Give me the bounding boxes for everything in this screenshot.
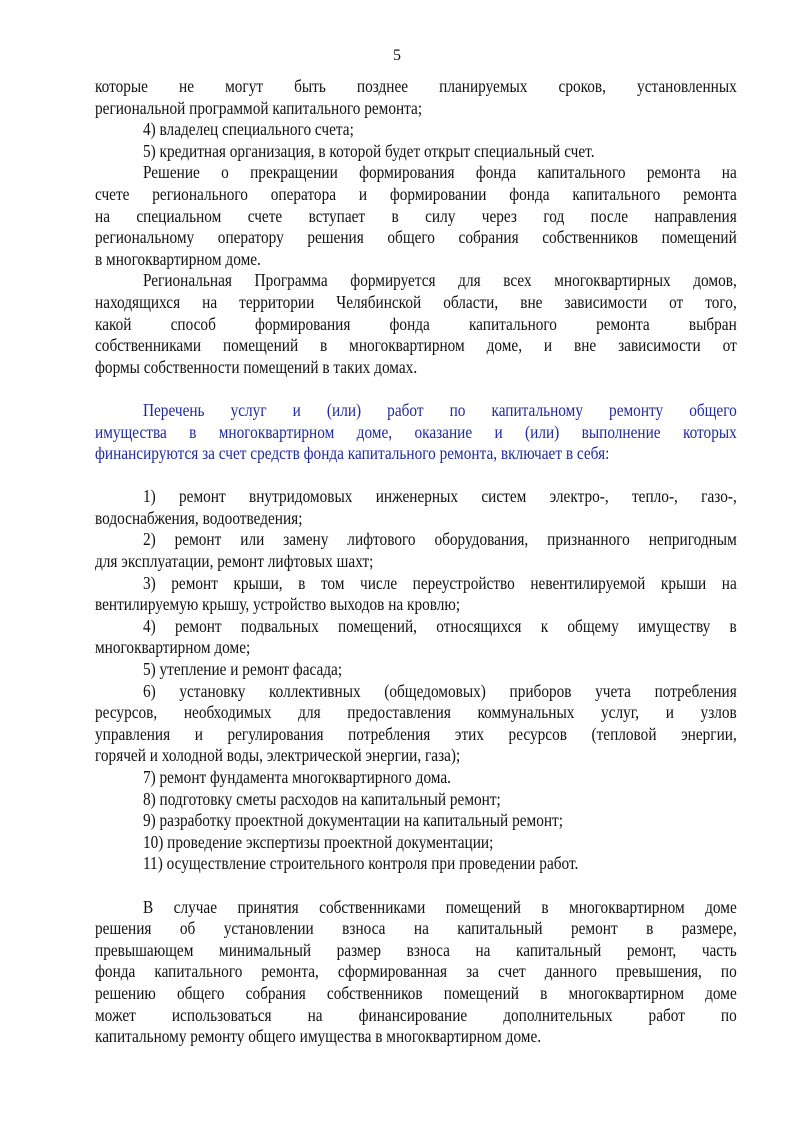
paragraph bbox=[95, 162, 737, 270]
text-line: 2) ремонт или замену лифтового оборудования, признанного непригодным bbox=[142, 529, 737, 550]
text-line: которые не могут быть позднее планируемых сроков, установленных bbox=[95, 76, 737, 96]
text-line: на специальном счете вступает в силу через год после направления bbox=[95, 205, 737, 226]
document-body bbox=[95, 76, 737, 1048]
list-item bbox=[95, 486, 737, 529]
text-line: имущества в многоквартирном доме, оказание и (или) выполнение которых bbox=[95, 421, 737, 442]
list-item bbox=[95, 659, 737, 681]
text-line: В случае принятия собственниками помещений в многоквартирном доме bbox=[142, 896, 737, 917]
text-line: может использоваться на финансирование дополнительных работ по bbox=[95, 1004, 737, 1025]
paragraph bbox=[95, 270, 737, 378]
paragraph-spacer bbox=[95, 465, 737, 487]
highlighted-paragraph bbox=[95, 400, 737, 465]
text-line: 1) ремонт внутридомовых инженерных систем электро-, тепло-, газо-, bbox=[142, 486, 737, 507]
text-line: 7) ремонт фундамента многоквартирного дома. bbox=[142, 767, 452, 787]
text-line: решению общего собрания собственников помещений в многоквартирном доме bbox=[95, 982, 737, 1003]
text-line: счете регионального оператора и формировании фонда капитального ремонта bbox=[95, 183, 737, 204]
text-line: региональной программой капитального ремонта; bbox=[95, 97, 423, 118]
text-line: управления и регулирования потребления этих ресурсов (тепловой энергии, bbox=[95, 723, 737, 744]
text-line: 9) разработку проектной документации на капитальный ремонт; bbox=[142, 810, 563, 831]
paragraph-spacer bbox=[95, 875, 737, 897]
text-line: 6) установку коллективных (общедомовых) приборов учета потребления bbox=[142, 680, 737, 701]
paragraph bbox=[95, 141, 737, 163]
text-line: многоквартирном доме; bbox=[95, 637, 251, 658]
text-line: 5) кредитная организация, в которой будет открыт специальный счет. bbox=[142, 140, 595, 161]
text-line: Региональная Программа формируется для всех многоквартирных домов, bbox=[142, 270, 737, 291]
text-line: фонда капитального ремонта, сформированная за счет данного превышения, по bbox=[95, 961, 737, 982]
paragraph bbox=[95, 897, 737, 1048]
list-item bbox=[95, 832, 737, 854]
text-line: финансируются за счет средств фонда капитального ремонта, включает в себя: bbox=[95, 443, 610, 464]
text-line: для эксплуатации, ремонт лифтовых шахт; bbox=[95, 551, 374, 572]
text-line: Решение о прекращении формирования фонда капитального ремонта на bbox=[142, 162, 737, 183]
text-line: капитальному ремонту общего имущества в многоквартирном доме. bbox=[95, 1026, 542, 1047]
text-line: 4) владелец специального счета; bbox=[142, 119, 354, 140]
text-line: в многоквартирном доме. bbox=[95, 248, 261, 269]
list-item bbox=[95, 789, 737, 811]
list-item bbox=[95, 529, 737, 572]
text-line: превышающем минимальный размер взноса на капитальный ремонт, часть bbox=[95, 939, 737, 960]
paragraph bbox=[95, 119, 737, 141]
list-item bbox=[95, 810, 737, 832]
text-line: 4) ремонт подвальных помещений, относящихся к общему имуществу в bbox=[142, 615, 737, 636]
list-item bbox=[95, 681, 737, 767]
list-item bbox=[95, 767, 737, 789]
paragraph-spacer bbox=[95, 378, 737, 400]
text-line: ресурсов, необходимых для предоставления коммунальных услуг, и узлов bbox=[95, 702, 737, 723]
text-line: горячей и холодной воды, электрической энергии, газа); bbox=[95, 745, 461, 766]
text-line: водоснабжения, водоотведения; bbox=[95, 507, 303, 528]
text-line: находящихся на территории Челябинской области, вне зависимости от того, bbox=[95, 291, 737, 312]
page-number: 5 bbox=[393, 47, 401, 64]
paragraph bbox=[95, 76, 737, 119]
list-item bbox=[95, 853, 737, 875]
text-line: собственниками помещений в многоквартирном доме, и вне зависимости от bbox=[95, 335, 737, 356]
text-line: 11) осуществление строительного контроля при проведении работ. bbox=[142, 853, 579, 874]
text-line: формы собственности помещений в таких домах. bbox=[95, 356, 418, 377]
list-item bbox=[95, 616, 737, 659]
text-line: вентилируемую крышу, устройство выходов на кровлю; bbox=[95, 594, 461, 615]
text-line: 8) подготовку сметы расходов на капитальный ремонт; bbox=[142, 788, 501, 809]
text-line: Перечень услуг и (или) работ по капитальному ремонту общего bbox=[142, 399, 737, 420]
text-line: 3) ремонт крыши, в том числе переустройство невентилируемой крыши на bbox=[142, 572, 737, 593]
text-line: решения об установлении взноса на капитальный ремонт в размере, bbox=[95, 918, 737, 939]
text-line: 10) проведение экспертизы проектной документации; bbox=[142, 831, 494, 852]
text-line: региональному оператору решения общего собрания собственников помещений bbox=[95, 227, 737, 248]
text-line: 5) утепление и ремонт фасада; bbox=[142, 659, 343, 680]
text-line: какой способ формирования фонда капитального ремонта выбран bbox=[95, 313, 737, 334]
list-item bbox=[95, 573, 737, 616]
